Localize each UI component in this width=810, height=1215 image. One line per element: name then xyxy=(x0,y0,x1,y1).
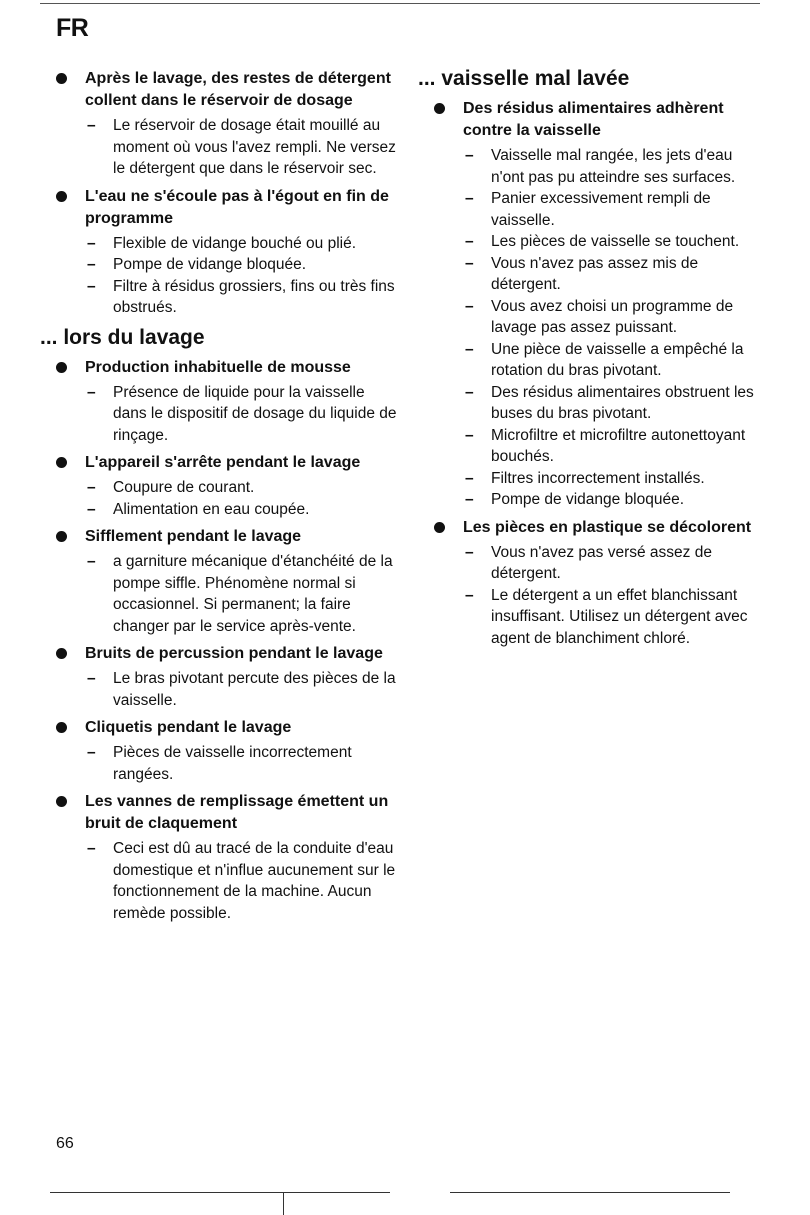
cause-item xyxy=(463,188,768,231)
dash-marker: – xyxy=(87,670,96,687)
problem-item xyxy=(40,452,400,520)
cause-list xyxy=(85,233,400,319)
problem-item xyxy=(418,98,768,511)
cause-item xyxy=(85,668,400,711)
cause-text: Ceci est dû au tracé de la conduite d'eau domestique et n'influe aucunement sur le fonctionnement de la machine. Aucun remède possible. xyxy=(113,840,396,922)
problem-title: Les pièces en plastique se décolorent xyxy=(463,518,752,536)
cause-text: Flexible de vidange bouché ou plié. xyxy=(113,234,357,252)
problem-item xyxy=(40,717,400,785)
cause-text: Vous avez choisi un programme de lavage pas assez puissant. xyxy=(491,297,734,336)
cause-text: Pièces de vaisselle incorrectement rangées. xyxy=(113,744,352,783)
cause-text: Filtre à résidus grossiers, fins ou très fins obstrués. xyxy=(113,277,395,316)
cause-item xyxy=(463,253,768,296)
cause-text: Des résidus alimentaires obstruent les buses du bras pivotant. xyxy=(491,383,754,422)
cause-item xyxy=(85,838,400,924)
dash-marker: – xyxy=(465,426,474,444)
dash-marker: – xyxy=(87,383,96,401)
dash-marker: – xyxy=(87,117,96,134)
cause-item xyxy=(463,296,768,339)
cause-item xyxy=(85,382,400,447)
cause-item xyxy=(85,499,400,521)
dash-marker: – xyxy=(87,234,96,252)
dash-marker: – xyxy=(87,744,96,761)
dash-marker: – xyxy=(87,500,96,518)
bottom-rule-right xyxy=(450,1192,730,1193)
cause-text: Filtres incorrectement installés. xyxy=(491,469,705,487)
problem-title: Les vannes de remplissage émettent un bruit de claquement xyxy=(85,793,389,832)
section-title: ... vaisselle mal lavée xyxy=(418,67,630,90)
cause-text: Le réservoir de dosage était mouillé au moment où vous l'avez rempli. Ne versez le détergent que dans le réservoir sec. xyxy=(113,117,396,177)
bullet-icon xyxy=(434,522,445,533)
bullet-icon xyxy=(56,191,67,202)
dash-marker: – xyxy=(465,190,474,207)
right-column xyxy=(418,66,768,655)
page-number: 66 xyxy=(56,1135,74,1152)
cause-text: Pompe de vidange bloquée. xyxy=(113,256,307,273)
cause-text: Panier excessivement rempli de vaisselle. xyxy=(491,190,711,229)
problem-item xyxy=(40,791,400,924)
cause-text: Vous n'avez pas versé assez de détergent. xyxy=(491,543,712,582)
dash-marker: – xyxy=(465,147,474,164)
cause-text: Microfiltre et microfiltre autonettoyant bouchés. xyxy=(491,426,746,465)
dash-marker: – xyxy=(465,383,474,401)
cause-list xyxy=(85,551,400,637)
cause-item xyxy=(85,233,400,255)
bullet-icon xyxy=(56,648,67,659)
cause-list xyxy=(463,145,768,511)
cause-text: Les pièces de vaisselle se touchent. xyxy=(491,233,740,250)
cause-list xyxy=(85,838,400,924)
cause-item xyxy=(463,585,768,650)
problem-item xyxy=(40,526,400,637)
dash-marker: – xyxy=(465,586,474,604)
dash-marker: – xyxy=(87,479,96,496)
dash-marker: – xyxy=(465,491,474,508)
cause-item xyxy=(463,468,768,490)
cause-list xyxy=(463,542,768,650)
section-title: ... lors du lavage xyxy=(40,325,205,349)
cause-list xyxy=(85,668,400,711)
bullet-icon xyxy=(434,103,445,114)
bullet-icon xyxy=(56,531,67,542)
cause-text: Le bras pivotant percute des pièces de la vaisselle. xyxy=(113,670,396,709)
cause-item xyxy=(463,339,768,382)
dash-marker: – xyxy=(87,256,96,273)
cause-item xyxy=(85,254,400,276)
bullet-icon xyxy=(56,362,67,373)
problem-title: Bruits de percussion pendant le lavage xyxy=(85,645,383,662)
bullet-icon xyxy=(56,796,67,807)
dash-marker: – xyxy=(87,840,96,857)
language-tag: FR xyxy=(56,14,89,42)
problem-item xyxy=(40,186,400,319)
bullet-icon xyxy=(56,722,67,733)
cause-list xyxy=(85,742,400,785)
cause-item xyxy=(85,276,400,319)
cause-text: Vaisselle mal rangée, les jets d'eau n'ont pas pu atteindre ses surfaces. xyxy=(491,147,736,186)
cause-text: Présence de liquide pour la vaisselle dans le dispositif de dosage du liquide de rinçage. xyxy=(113,383,397,444)
cause-list xyxy=(85,477,400,520)
problem-item xyxy=(40,357,400,447)
problem-item xyxy=(40,643,400,711)
cause-text: Une pièce de vaisselle a empêché la rotation du bras pivotant. xyxy=(491,340,744,379)
problem-title: Cliquetis pendant le lavage xyxy=(85,719,292,736)
cause-item xyxy=(85,115,400,180)
cause-item xyxy=(463,425,768,468)
dash-marker: – xyxy=(465,543,474,561)
left-column xyxy=(40,66,400,930)
problem-title: Production inhabituelle de mousse xyxy=(85,358,351,376)
cause-item xyxy=(85,742,400,785)
cause-text: Pompe de vidange bloquée. xyxy=(491,491,685,508)
cause-text: a garniture mécanique d'étanchéité de la pompe siffle. Phénomène normal si occasionnel. Si permanent; la faire changer par le service après-vente. xyxy=(113,553,393,635)
cause-item xyxy=(463,231,768,253)
cause-list xyxy=(85,115,400,180)
bottom-rule-left xyxy=(50,1192,390,1193)
cause-item xyxy=(463,489,768,511)
cause-item xyxy=(463,542,768,585)
cause-item xyxy=(85,551,400,637)
problem-item xyxy=(40,68,400,180)
cause-item xyxy=(463,145,768,188)
problem-title: Sifflement pendant le lavage xyxy=(85,528,302,545)
cause-text: Alimentation en eau coupée. xyxy=(113,500,310,518)
problem-title: L'eau ne s'écoule pas à l'égout en fin de programme xyxy=(85,187,389,227)
cause-item xyxy=(463,382,768,425)
top-rule xyxy=(40,3,760,4)
cause-item xyxy=(85,477,400,499)
dash-marker: – xyxy=(465,340,474,358)
cause-text: Le détergent a un effet blanchissant insuffisant. Utilisez un détergent avec agent de blanchiment chloré. xyxy=(491,586,748,647)
bottom-tick xyxy=(283,1193,284,1215)
dash-marker: – xyxy=(87,277,96,295)
dash-marker: – xyxy=(87,553,96,570)
problem-item xyxy=(418,517,768,650)
dash-marker: – xyxy=(465,233,474,250)
problem-title: L'appareil s'arrête pendant le lavage xyxy=(85,454,361,471)
problem-title: Des résidus alimentaires adhèrent contre la vaisselle xyxy=(463,100,724,139)
dash-marker: – xyxy=(465,297,474,315)
dash-marker: – xyxy=(465,254,474,272)
problem-title: Après le lavage, des restes de détergent collent dans le réservoir de dosage xyxy=(85,70,391,109)
dash-marker: – xyxy=(465,469,474,487)
bullet-icon xyxy=(56,73,67,84)
cause-text: Coupure de courant. xyxy=(113,479,255,496)
cause-list xyxy=(85,382,400,447)
cause-text: Vous n'avez pas assez mis de détergent. xyxy=(491,254,699,293)
bullet-icon xyxy=(56,457,67,468)
